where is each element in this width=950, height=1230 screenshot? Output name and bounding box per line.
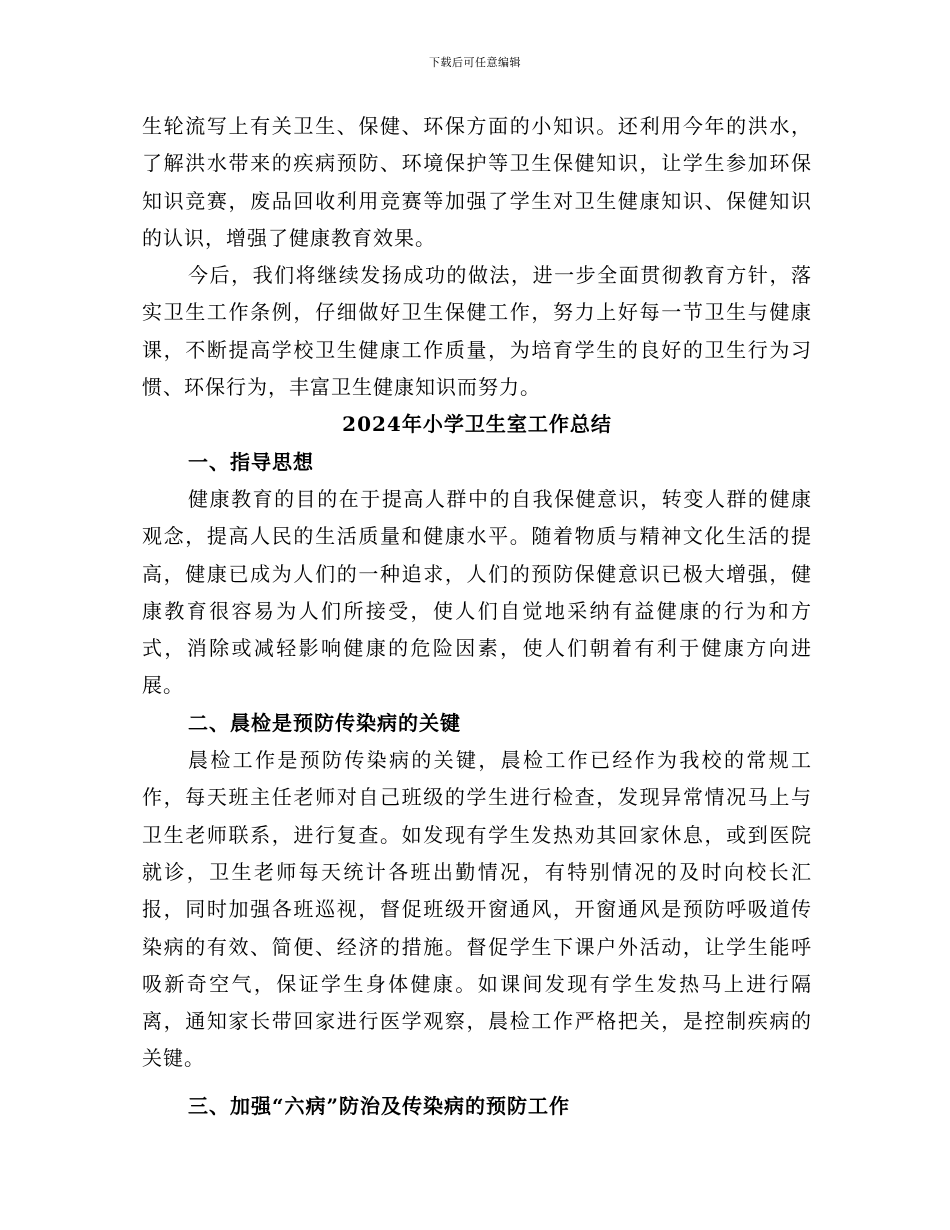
section-heading-1: 一、指导思想	[188, 449, 314, 474]
document-body	[142, 108, 812, 1125]
section-heading-2: 二、晨检是预防传染病的关键	[188, 710, 461, 735]
page-header-note: 下载后可任意编辑	[429, 56, 521, 69]
section-body-2: 晨检工作是预防传染病的关键，晨检工作已经作为我校的常规工作，每天班主任老师对自己班级的学生进行检查，发现异常情况马上与卫生老师联系，进行复查。如发现有学生发热劝其回家休息，或到医院就诊，卫生老师每天统计各班出勤情况，有特别情况的及时向校长汇报，同时加强各班巡视，督促班级开窗通风，开窗通风是预防呼吸道传染病的有效、简便、经济的措施。督促学生下课户外活动，让学生能呼吸新奇空气，保证学生身体健康。如课间发现有学生发热马上进行隔离，通知家长带回家进行医学观察，晨检工作严格把关，是控制疾病的关键。	[142, 748, 812, 1071]
intro-paragraph-2: 今后，我们将继续发扬成功的做法，进一步全面贯彻教育方针，落实卫生工作条例，仔细做好卫生保健工作，努力上好每一节卫生与健康课，不断提高学校卫生健康工作质量，为培育学生的良好的卫生行为习惯、环保行为，丰富卫生健康知识而努力。	[142, 263, 812, 400]
section-heading-3: 三、加强“六病”防治及传染病的预防工作	[188, 1093, 571, 1118]
document-title: 2024年小学卫生室工作总结	[342, 412, 612, 437]
section-body-1: 健康教育的目的在于提高人群中的自我保健意识，转变人群的健康观念，提高人民的生活质量和健康水平。随着物质与精神文化生活的提高，健康已成为人们的一种追求，人们的预防保健意识已极大增强，健康教育很容易为人们所接受，使人们自觉地采纳有益健康的行为和方式，消除或减轻影响健康的危险因素，使人们朝着有利于健康方向进展。	[142, 486, 812, 698]
intro-paragraph-1: 生轮流写上有关卫生、保健、环保方面的小知识。还利用今年的洪水，了解洪水带来的疾病预防、环境保护等卫生保健知识，让学生参加环保知识竞赛，废品回收利用竞赛等加强了学生对卫生健康知识、保健知识的认识，增强了健康教育效果。	[142, 114, 812, 250]
